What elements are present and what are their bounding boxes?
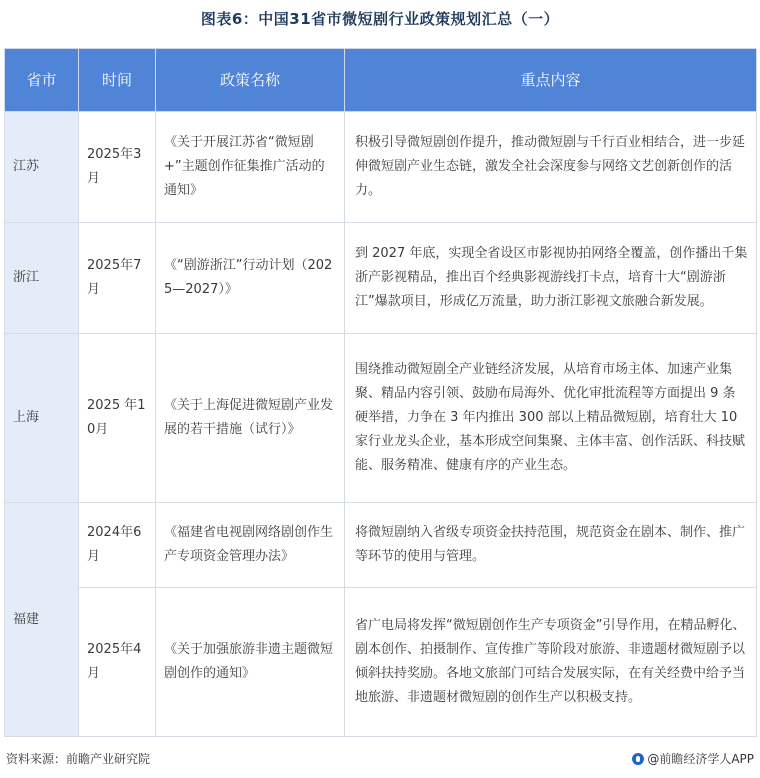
header-province: 省市 (5, 49, 79, 112)
header-key-content: 重点内容 (345, 49, 757, 112)
policy-name-cell: 《“剧游浙江”行动计划（2025—2027）》 (156, 223, 345, 334)
table-header-row (5, 49, 757, 112)
key-content-cell: 将微短剧纳入省级专项资金扶持范围，规范资金在剧本、制作、推广等环节的使用与管理。 (345, 503, 757, 588)
province-cell: 江苏 (5, 112, 79, 223)
key-content-cell: 围绕推动微短剧全产业链经济发展，从培育市场主体、加速产业集聚、精品内容引领、鼓励布局海外、优化审批流程等方面提出 9 条硬举措，力争在 3 年内推出 300 部以上精品微短剧，培育壮大 10 家行业龙头企业，基本形成空间集聚、主体丰富、创作活跃、科技赋能、服务精准、健康有序的产业生态。 (345, 334, 757, 503)
policy-table (4, 48, 757, 737)
header-policy-name: 政策名称 (156, 49, 345, 112)
chart-title: 图表6：中国31省市微短剧行业政策规划汇总（一） (200, 10, 560, 28)
province-cell: 上海 (5, 334, 79, 503)
table-row (5, 112, 757, 223)
time-cell: 2025 年10月 (79, 334, 156, 503)
brand-credit (632, 750, 754, 767)
qianzhan-logo-icon (632, 753, 644, 765)
key-content-cell: 积极引导微短剧创作提升，推动微短剧与千行百业相结合，进一步延伸微短剧产业生态链，激发全社会深度参与网络文艺创新创作的活力。 (345, 112, 757, 223)
policy-name-cell: 《关于开展江苏省“微短剧+”主题创作征集推广活动的通知》 (156, 112, 345, 223)
table-row (5, 334, 757, 503)
time-cell: 2024年6月 (79, 503, 156, 588)
policy-name-cell: 《关于上海促进微短剧产业发展的若干措施（试行）》 (156, 334, 345, 503)
policy-name-cell: 《福建省电视剧网络剧创作生产专项资金管理办法》 (156, 503, 345, 588)
policy-name-cell: 《关于加强旅游非遗主题微短剧创作的通知》 (156, 588, 345, 737)
table-row (5, 588, 757, 737)
key-content-cell: 到 2027 年底，实现全省设区市影视协拍网络全覆盖，创作播出千集浙产影视精品，推出百个经典影视游线打卡点，培育十大“剧游浙江”爆款项目，形成亿万流量，助力浙江影视文旅融合新发展。 (345, 223, 757, 334)
source-note: 资料来源：前瞻产业研究院 (6, 752, 151, 766)
brand-text: @前瞻经济学人APP (647, 752, 754, 766)
province-cell: 福建 (5, 503, 79, 737)
table-row (5, 223, 757, 334)
time-cell: 2025年4月 (79, 588, 156, 737)
time-cell: 2025年3月 (79, 112, 156, 223)
table-row (5, 503, 757, 588)
key-content-cell: 省广电局将发挥“微短剧创作生产专项资金”引导作用，在精品孵化、剧本创作、拍摄制作、宣传推广等阶段对旅游、非遗题材微短剧予以倾斜扶持奖励。各地文旅部门可结合发展实际，在有关经费中给予当地旅游、非遗题材微短剧的创作生产以积极支持。 (345, 588, 757, 737)
time-cell: 2025年7月 (79, 223, 156, 334)
header-time: 时间 (79, 49, 156, 112)
province-cell: 浙江 (5, 223, 79, 334)
